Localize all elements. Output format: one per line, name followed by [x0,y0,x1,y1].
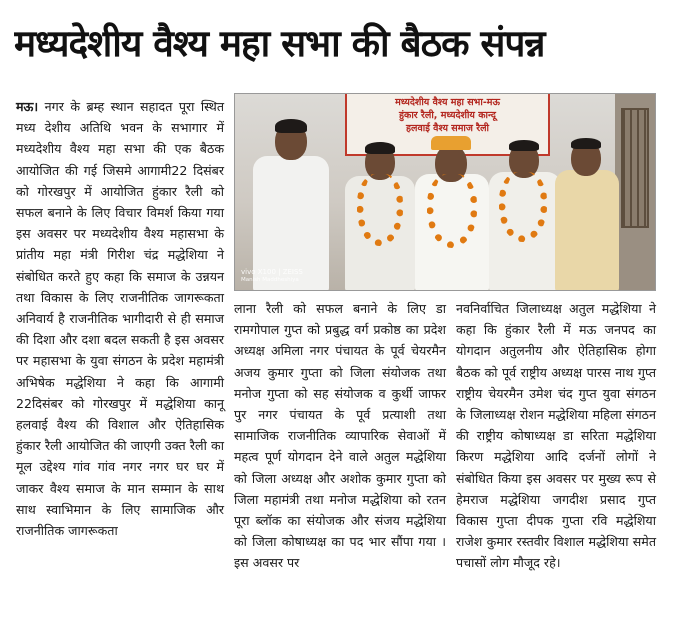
article-column-right: नवनिर्वाचित जिलाध्यक्ष अतुल मद्धेशिया ने कहा कि हुंकार रैली में मऊ जनपद का योगदान अतुलनीय और ऐतिहासिक होगा बैठक को पूर्व राष्ट्रीय अध्यक्ष पारस नाथ गुप्त राष्ट्रीय चेयरमैन उमेश चंद गुप्त युवा संगठन के जिलाध्यक्ष रोशन मद्धेशिया महिला संगठन की राष्ट्रीय कोषाध्यक्ष डा सरिता मद्धेशिया किरण मद्धेशिया आदि दर्जनों लोगों ने संबोधित किया इस अवसर पर मुख्य रूप से हेमराज मद्धेशिया जगदीश प्रसाद गुप्त विकास गुप्ता दीपक गुप्ता रवि मद्धेशिया राजेश कुमार रस्तवीर विशाल मद्धेशिया समेत पचासों लोग मौजूद रहे। [456,301,656,571]
article-column-middle: लाना रैली को सफल बनाने के लिए डा रामगोपाल गुप्त को प्रबुद्ध वर्ग प्रकोष्ठ का प्रदेश अध्यक्ष अमिला नगर पंचायत के पूर्व चेयरमैन अजय कुमार गुप्ता को जिला संयोजक तथा मनोज गुप्ता को सह संयोजक व कुर्थी जाफर पुर नगर पंचायत के पूर्व प्रत्याशी तथा सामाजिक राजनीतिक व्यापारिक सेवाओं में महत्व पूर्ण योगदान देने वाले अतुल मद्धेशिया को जिला अध्यक्ष और अशोक कुमार गुप्ता को जिला महामंत्री तथा मनोज मद्धेशिया को रतन पूरा ब्लॉक का संयोजक और संजय मद्धेशिया को जिला कोषाध्यक्ष का पद भार सौंपा गया । इस अवसर पर [234,301,446,571]
watermark-author: Manish Maddheshiya [241,277,299,283]
headline: मध्यदेशीय वैश्य महा सभा की बैठक संपन्न [14,22,545,65]
photo-door-grille [621,108,649,228]
dateline: मऊ। [16,99,39,114]
article-column-left [16,96,224,541]
camera-watermark [241,268,303,284]
banner-line-1: मध्यदेशीय वैश्य महा सभा-मऊ [395,97,500,108]
watermark-camera: vivo X100 | ZEISS [241,268,303,276]
banner-line-3: हलवाई वैश्य समाज रैली [405,123,490,134]
event-photo [234,93,656,291]
banner-line-2: हुंकार रैली, मध्यदेशीय कान्दू [399,110,496,121]
article-text-left: नगर के ब्रम्ह स्थान सहादत पूरा स्थित मध्य देशीय अतिथि भवन के सभागार में मध्यदेशीय वैश्य महा सभा की एक बैठक आयोजित की गई जिसमे आगामी22 दिसंबर को गोरखपुर में आयोजित हुंकार रैली को सफल बनाने के लिए विचार विमर्श किया गया इस अवसर पर मध्यदेशीय वैश्य महासभा के प्रांतीय महा मंत्री गिरीश चंद्र मद्धेशिया ने संबोधित करते हुए कहा कि समाज के उन्नयन तथा विकास के लिए राजनीतिक जागरूकता अनिवार्य है राजनीतिक भागीदारी से ही समाज की दिशा और दशा बदल सकती है इस अवसर पर महासभा के युवा संगठन के प्रदेश महामंत्री अभिषेक मद्धेशिया ने कहा कि आगामी 22दिसंबर को गोरखपुर में मद्धेशिया कानू हलवाई वैश्य की विशाल और ऐतिहासिक हुंकार रैली आयोजित की जाएगी उक्त रैली का मूल उद्देश्य गांव गांव नगर नगर घर घर में जाकर वैश्य समाज के मान सम्मान के साथ साथ स्वाभिमान के लिए सामाजिक और राजनीतिक जागरूकता [16,99,224,539]
